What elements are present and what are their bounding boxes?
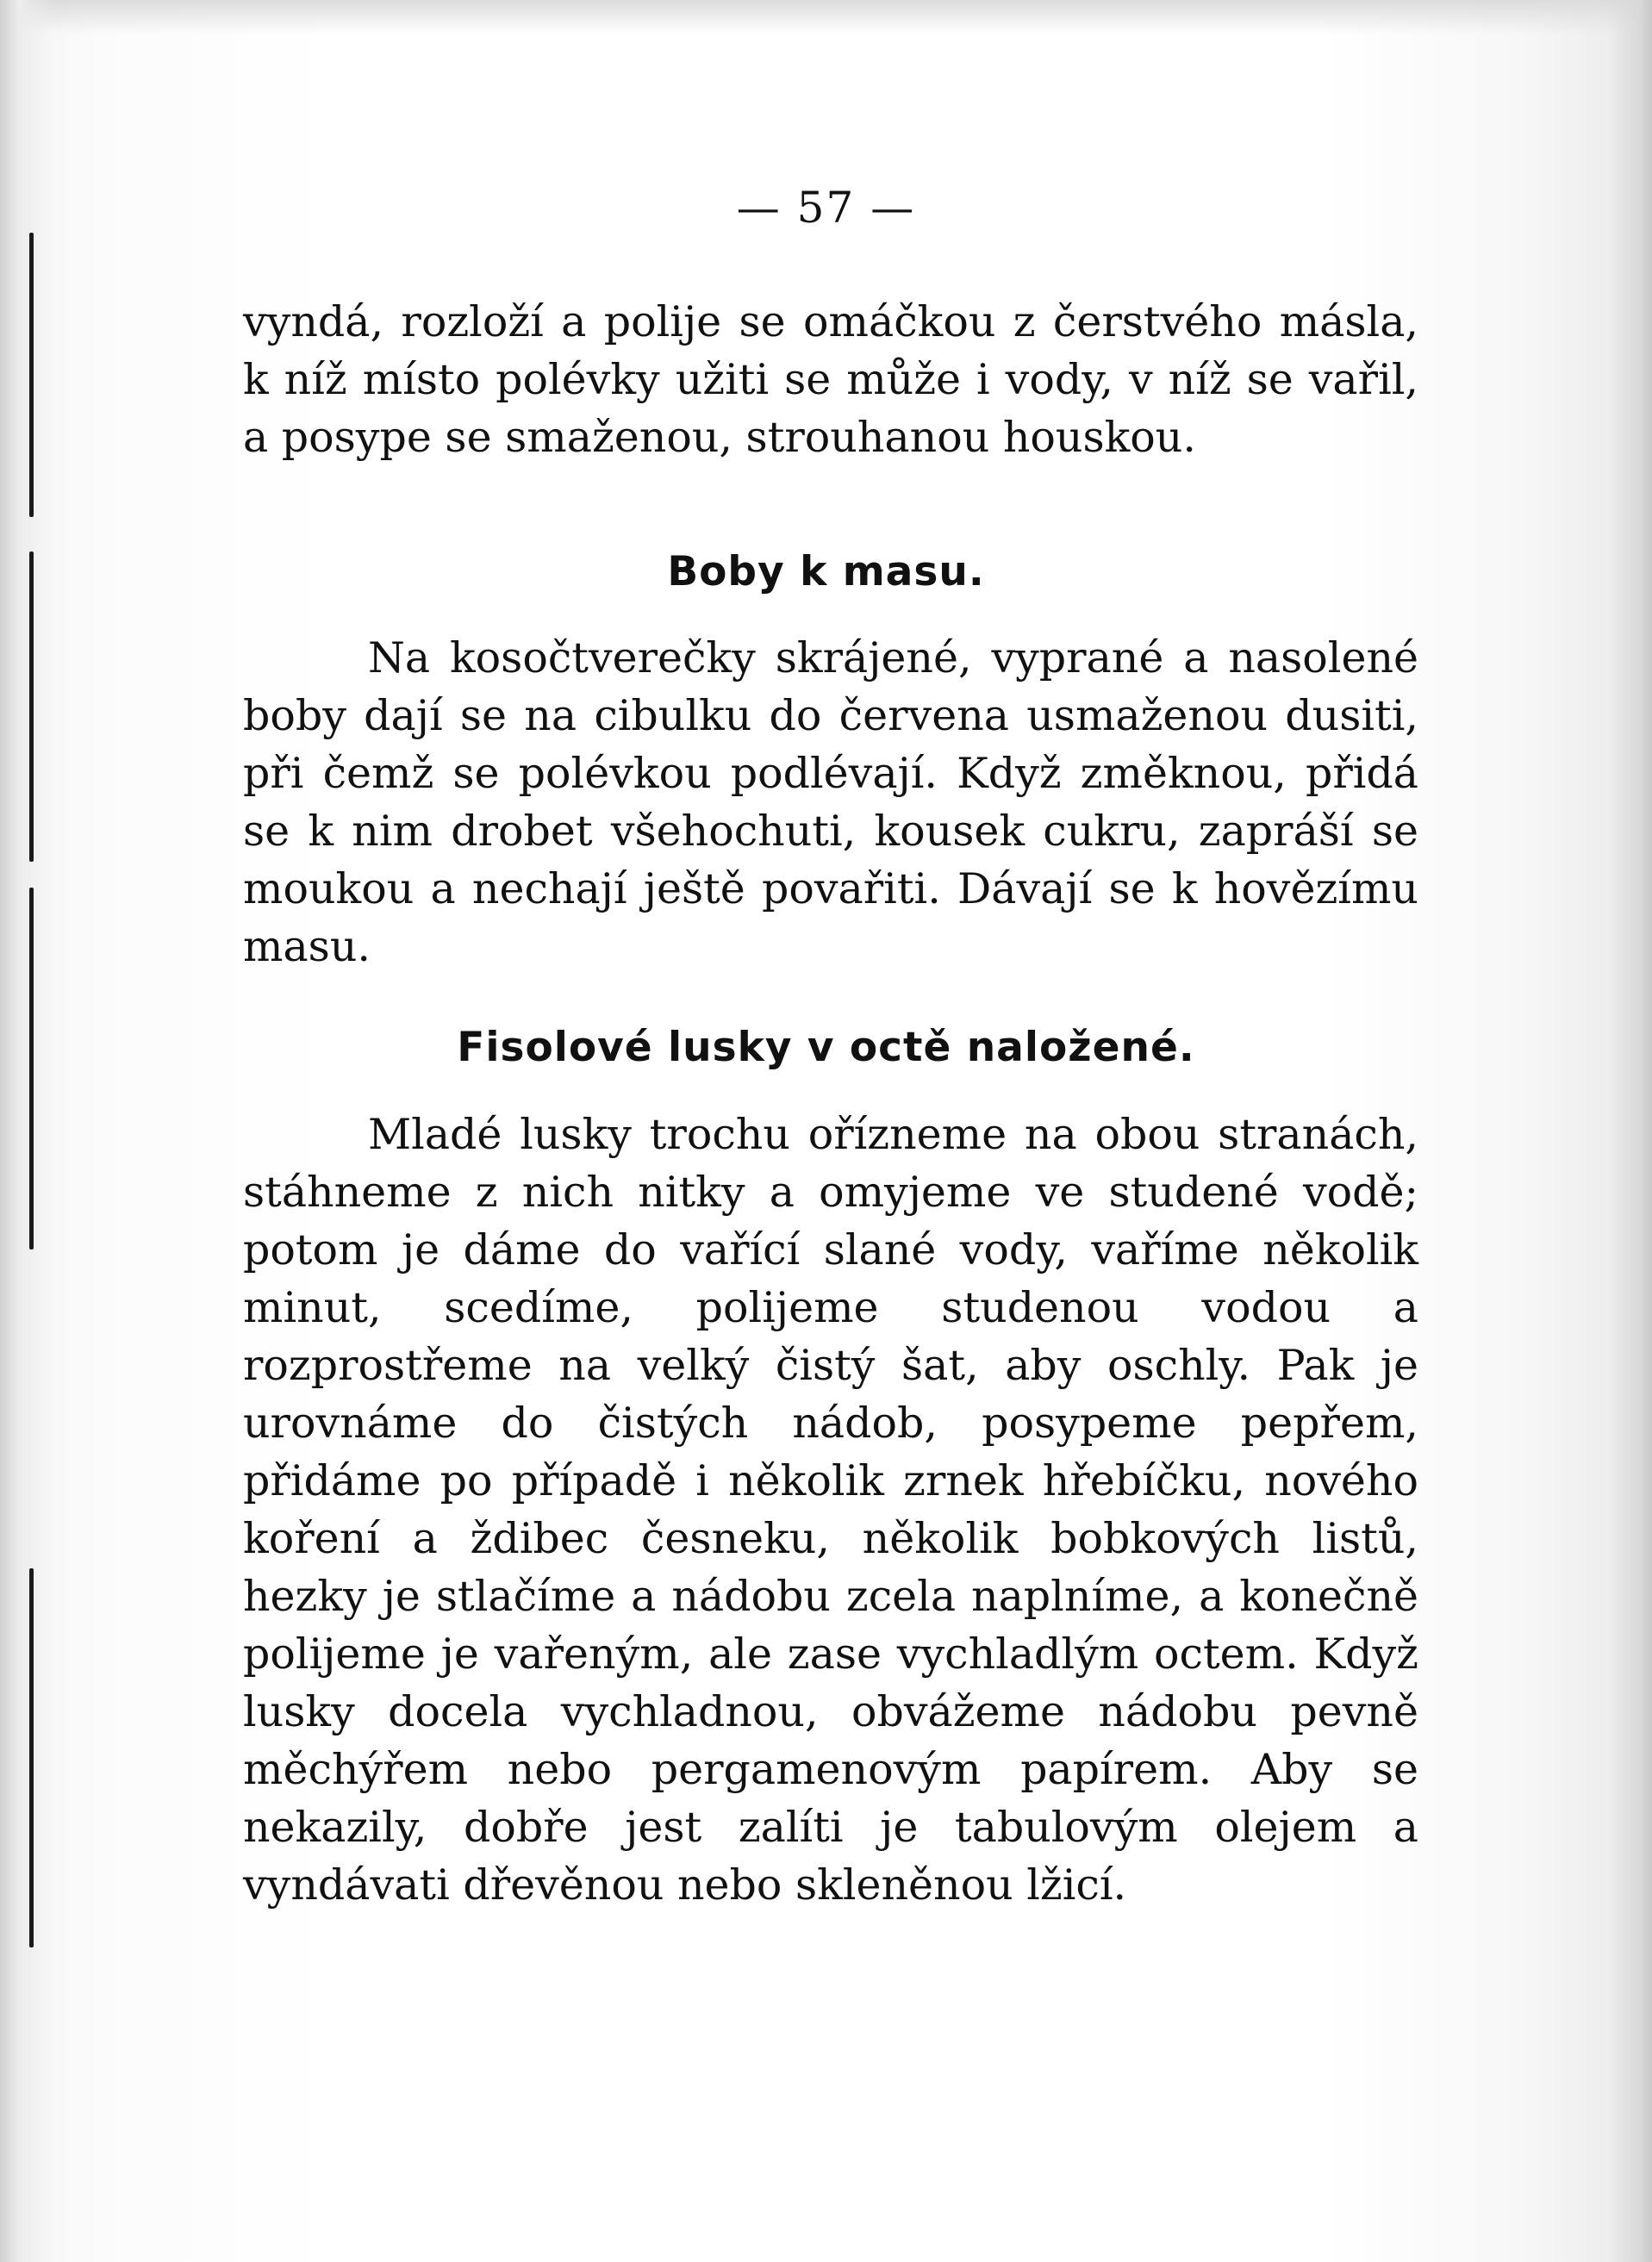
scan-right-shadow xyxy=(1609,0,1652,2262)
recipe-heading-boby: Boby k masu. xyxy=(667,548,985,595)
paragraph-text: Na kosočtverečky skrájené, vyprané a nasolené boby dají se na cibulku do červena usmaženou dusiti, při čemž se polévkou podlévají. Když změknou, přidá se k nim drobet všehochuti, kousek cukru, zapráší se moukou a nechají ještě povařiti. Dávají se k hovězímu masu. xyxy=(243,633,1418,971)
paragraph-text: vyndá, rozloží a polije se omáčkou z čerstvého másla, k níž místo polévky užiti se může i vody, v níž se vařil, a posype se smaženou, strouhanou houskou. xyxy=(243,297,1418,462)
binding-mark xyxy=(29,551,34,862)
recipe-paragraph-fisolove xyxy=(243,1106,1418,1914)
recipe-paragraph-boby xyxy=(243,629,1418,975)
recipe-heading-fisolove: Fisolové lusky v octě naložené. xyxy=(457,1024,1195,1071)
paragraph-text: Mladé lusky trochu ořízneme na obou stranách, stáhneme z nich nitky a omyjeme ve studené vodě; potom je dáme do vařící slané vody, vaříme několik minut, scedíme, polijeme studenou vodou a rozprostřeme na velký čistý šat, aby oschly. Pak je urovnáme do čistých nádob, posypeme pepřem, přidáme po případě i několik zrnek hřebíčku, nového koření a ždibec česneku, několik bobkových listů, hezky je stlačíme a nádobu zcela naplníme, a konečně polijeme je vařeným, ale zase vychladlým octem. Když lusky docela vychladnou, obvážeme nádobu pevně měchýřem nebo pergamenovým papírem. Aby se nekazily, dobře jest zalíti je tabulovým olejem a vyndávati dřevěnou nebo skleněnou lžicí. xyxy=(243,1110,1418,1910)
page-number: — 57 — xyxy=(736,183,916,233)
binding-edge xyxy=(0,0,52,2262)
binding-mark xyxy=(29,233,34,517)
scan-top-shadow xyxy=(0,0,1652,34)
binding-mark xyxy=(29,1568,34,1947)
paragraph-continuation xyxy=(243,293,1418,466)
